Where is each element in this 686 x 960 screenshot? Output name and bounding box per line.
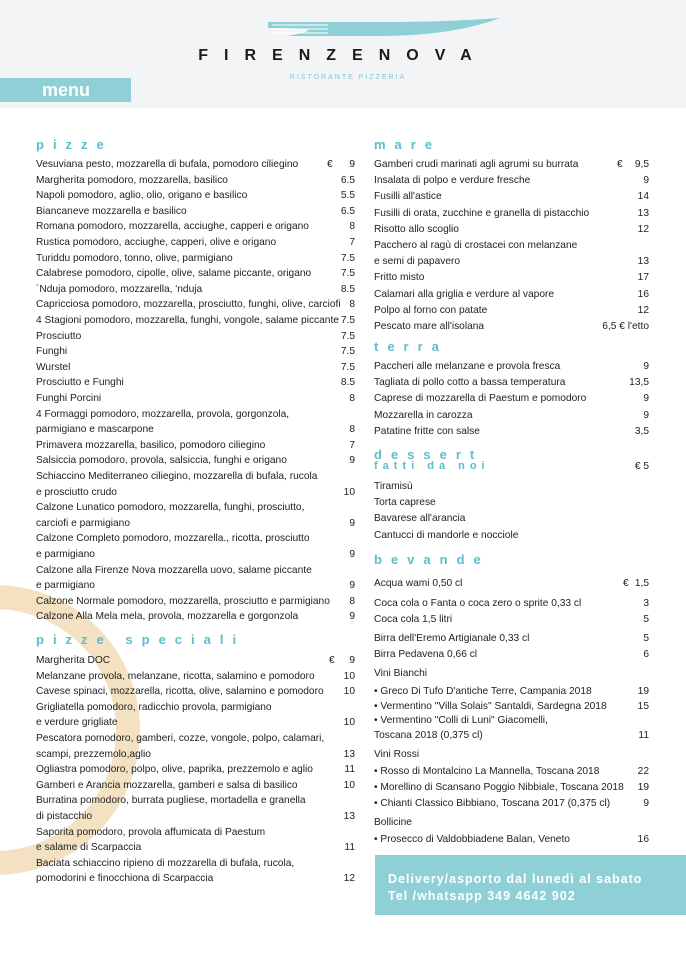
menu-item xyxy=(36,282,355,298)
menu-item-name: ´Nduja pomodoro, mozzarella, 'nduja xyxy=(36,283,203,295)
menu-item xyxy=(36,391,355,407)
menu-item-name: Patatine fritte con salse xyxy=(374,425,480,437)
menu-item xyxy=(374,359,649,375)
menu-item xyxy=(374,270,649,286)
menu-item-name: Torta caprese xyxy=(374,497,436,509)
menu-item-price: 12 xyxy=(637,304,649,316)
menu-item xyxy=(36,485,355,501)
menu-item-price: 6 xyxy=(643,649,649,660)
menu-item-price: 9 xyxy=(643,361,649,372)
menu-item-price: 9 xyxy=(349,655,355,666)
menu-item xyxy=(36,516,355,532)
menu-item-name: Baciata schiaccino ripieno di mozzarella di bufala, rucola, xyxy=(36,857,295,869)
menu-item xyxy=(36,840,355,856)
menu-item-price: 12 xyxy=(343,873,355,885)
menu-item-price: 7.5 xyxy=(340,361,355,373)
menu-item-name: Margherita DOC xyxy=(36,655,111,666)
menu-item xyxy=(36,422,355,438)
menu-item-price: 10 xyxy=(343,779,355,791)
menu-item xyxy=(36,500,355,516)
menu-item-price: 13 xyxy=(637,207,649,219)
currency-symbol: € xyxy=(617,159,623,170)
menu-item-price: 9,5 xyxy=(634,159,649,170)
menu-item-price: 6.5 xyxy=(340,205,355,217)
menu-item-name: carciofi e parmigiano xyxy=(36,517,130,529)
menu-item-name: Coca cola 1,5 litri xyxy=(374,614,453,625)
menu-item-name: Margherita pomodoro, mozzarella, basilico xyxy=(36,174,228,186)
menu-item xyxy=(374,596,649,612)
brand-subtitle: RISTORANTE PIZZERIA xyxy=(289,74,407,81)
currency-symbol: € xyxy=(327,159,333,170)
menu-item xyxy=(36,438,355,454)
menu-item xyxy=(374,391,649,407)
menu-item-name: Polpo al forno con patate xyxy=(374,304,488,316)
menu-item-name: Saporita pomodoro, provola affumicata di Paestum xyxy=(36,826,266,838)
menu-item-price: 5.5 xyxy=(340,190,355,202)
menu-item xyxy=(374,764,649,780)
menu-item-price: 8 xyxy=(349,393,355,404)
menu-item-name: scampi, prezzemolo,aglio xyxy=(36,748,151,760)
menu-item-name: • Rosso di Montalcino La Mannella, Toscana 2018 xyxy=(374,766,600,777)
menu-item xyxy=(374,647,649,663)
menu-item xyxy=(36,204,355,220)
menu-item-price: 8 xyxy=(349,221,355,233)
menu-item-price: 7 xyxy=(349,439,355,451)
menu-item-name: Fritto misto xyxy=(374,272,425,284)
bollicine-label: Bollicine xyxy=(374,817,412,828)
menu-item xyxy=(36,188,355,204)
delivery-banner xyxy=(375,855,686,915)
bevande-title: bevande xyxy=(374,552,490,567)
menu-item xyxy=(36,684,355,700)
menu-item-price: 7.5 xyxy=(340,268,355,280)
menu-item xyxy=(374,796,649,812)
menu-item-name: Tiramisù xyxy=(374,481,413,492)
menu-item xyxy=(36,762,355,778)
menu-item-price: 7.5 xyxy=(340,315,355,326)
menu-item xyxy=(36,453,355,469)
menu-item-name: Ogliastra pomodoro, polpo, olive, paprika, prezzemolo e aglio xyxy=(36,764,313,776)
menu-item-name: • Vermentino "Colli di Luni" Giacomelli, xyxy=(374,715,548,726)
menu-item-name: Birra Pedavena 0,66 cl xyxy=(374,649,478,660)
menu-item-name: Pescatora pomodoro, gamberi, cozze, vongole, polpo, calamari, xyxy=(36,733,325,744)
menu-item xyxy=(36,266,355,282)
menu-item-price: 10 xyxy=(343,717,355,729)
menu-item-name: Schiaccino Mediterraneo ciliegino, mozzarella di bufala, rucola xyxy=(36,471,318,482)
menu-item-name: • Vermentino "Villa Solais" Santaldi, Sardegna 2018 xyxy=(374,700,607,712)
menu-item-price: 9 xyxy=(643,175,649,187)
menu-item-name: Fusilli all'astice xyxy=(374,191,442,203)
menu-item-name: Prosciutto e Funghi xyxy=(36,377,124,389)
menu-item-name: Gamberi e Arancia mozzarella, gamberi e salsa di basilico xyxy=(36,779,298,791)
menu-item-name: Prosciutto xyxy=(36,330,82,342)
menu-item-price: 9 xyxy=(349,549,355,560)
menu-item-price: 9 xyxy=(643,409,649,421)
menu-item-price: 9 xyxy=(349,159,355,170)
menu-item xyxy=(374,303,649,319)
menu-item xyxy=(36,825,355,841)
menu-item-name: Mozzarella in carozza xyxy=(374,409,473,421)
menu-item-price: 9 xyxy=(349,455,355,467)
menu-item-name: Pescato mare all'isolana xyxy=(374,321,485,332)
menu-item-name: Grigliatella pomodoro, radicchio provola, parmigiano xyxy=(36,701,272,713)
menu-item xyxy=(36,313,355,329)
speciali-title: pizze speciali xyxy=(36,632,246,647)
menu-item-price: 5 xyxy=(643,614,649,625)
menu-item-name: Funghi Porcini xyxy=(36,393,102,404)
menu-item-name: Turiddu pomodoro, tonno, olive, parmigiano xyxy=(36,252,233,264)
menu-item xyxy=(374,375,649,391)
menu-item-name: pomodorini e finocchiona di Scarpaccia xyxy=(36,873,214,885)
menu-item-price: 7.5 xyxy=(340,346,355,358)
menu-item-name: parmigiano e mascarpone xyxy=(36,424,154,436)
menu-item-name: Paccheri alle melanzane e provola fresca xyxy=(374,361,561,372)
menu-item-name: Calzone alla Firenze Nova mozzarella uovo, salame piccante xyxy=(36,564,312,576)
menu-item-name: Wurstel xyxy=(36,361,71,373)
menu-item xyxy=(36,871,355,887)
menu-item-price: 16 xyxy=(637,834,649,845)
menu-item-name: Napoli pomodoro, aglio, olio, origano e basilico xyxy=(36,190,248,202)
menu-item xyxy=(36,793,355,809)
menu-item-price: 13,5 xyxy=(629,377,649,389)
menu-item xyxy=(36,731,355,747)
menu-item xyxy=(374,287,649,303)
menu-item-price: 9 xyxy=(643,393,649,405)
delivery-line: Delivery/asporto dal lunedì al sabato xyxy=(388,872,643,886)
menu-item xyxy=(36,329,355,345)
menu-item xyxy=(36,563,355,579)
menu-item xyxy=(374,528,649,544)
menu-item-price: 9 xyxy=(349,611,355,623)
menu-item xyxy=(36,360,355,376)
menu-item-price: 10 xyxy=(343,686,355,698)
menu-item-name: Melanzane provola, melanzane, ricotta, salamino e pomodoro xyxy=(36,670,315,682)
menu-item xyxy=(36,469,355,485)
menu-item xyxy=(374,728,649,744)
menu-item-price: 11 xyxy=(344,764,355,776)
menu-item-name: • Prosecco di Valdobbiadene Balan, Veneto xyxy=(374,834,570,845)
menu-item-price: 14 xyxy=(637,191,649,203)
menu-item-name: Toscana 2018 (0,375 cl) xyxy=(374,729,483,741)
menu-item-price: 17 xyxy=(637,272,649,284)
menu-item-name: Capricciosa pomodoro, mozzarella, prosciutto, funghi, olive, carciofi xyxy=(36,299,341,311)
mare-title: mare xyxy=(374,137,442,152)
menu-item-name: Vesuviana pesto, mozzarella di bufala, pomodoro ciliegino xyxy=(36,159,299,170)
menu-item-name: • Chianti Classico Bibbiano, Toscana 2017 (0,375 cl) xyxy=(374,798,611,810)
menu-item xyxy=(374,319,649,335)
menu-item xyxy=(36,375,355,391)
dessert-title: dessert xyxy=(374,447,484,462)
menu-item xyxy=(374,612,649,628)
menu-item-price: 9 xyxy=(349,517,355,529)
menu-item xyxy=(374,222,649,238)
menu-item-price: 8 xyxy=(349,299,355,311)
menu-item xyxy=(36,157,355,173)
menu-item xyxy=(36,609,355,625)
menu-item xyxy=(36,715,355,731)
menu-item-name: e semi di papavero xyxy=(374,256,461,268)
menu-item xyxy=(36,344,355,360)
vini-bianchi-label: Vini Bianchi xyxy=(374,668,428,679)
menu-item-name: Tagliata di pollo cotto a bassa temperatura xyxy=(374,377,566,389)
menu-item xyxy=(36,531,355,547)
terra-title: terra xyxy=(374,339,448,354)
brand-name: FIRENZENOVA xyxy=(198,47,488,64)
menu-item-price: 22 xyxy=(637,766,649,777)
menu-item-name: Calzone Lunatico pomodoro, mozzarella, funghi, prosciutto, xyxy=(36,502,305,514)
menu-item-name: • Morellino di Scansano Poggio Nibbiale, Toscana 2018 xyxy=(374,782,624,794)
menu-item xyxy=(36,173,355,189)
menu-item-name: Calzone Completo pomodoro, mozzarella., ricotta, prosciutto xyxy=(36,533,310,545)
menu-item-name: Romana pomodoro, mozzarella, acciughe, capperi e origano xyxy=(36,221,309,233)
currency-symbol: € xyxy=(623,578,629,589)
menu-item-price: 16 xyxy=(637,288,649,300)
menu-item-name: di pistacchio xyxy=(36,811,93,822)
menu-item-name: Birra dell'Eremo Artigianale 0,33 cl xyxy=(374,633,530,644)
menu-item-price: 7 xyxy=(349,237,355,248)
menu-item-price: 11 xyxy=(638,729,649,741)
vini-rossi-label: Vini Rossi xyxy=(374,749,420,760)
menu-item-name: Salsiccia pomodoro, provola, salsiccia, funghi e origano xyxy=(36,455,287,467)
menu-item-name: Burratina pomodoro, burrata pugliese, mortadella e granella xyxy=(36,795,306,807)
menu-item-price: 10 xyxy=(343,486,355,498)
delivery-phone: Tel /whatsapp 349 4642 902 xyxy=(388,889,576,903)
menu-item xyxy=(36,219,355,235)
menu-item-name: e prosciutto crudo xyxy=(36,486,117,498)
menu-item xyxy=(36,653,355,669)
menu-item-price: 5 xyxy=(643,633,649,644)
menu-item xyxy=(36,856,355,872)
menu-item xyxy=(36,578,355,594)
menu-item-name: Insalata di polpo e verdure fresche xyxy=(374,175,531,187)
menu-item xyxy=(374,495,649,511)
menu-item-price: 8 xyxy=(349,424,355,436)
menu-item-name: Cavese spinaci, mozzarella, ricotta, olive, salamino e pomodoro xyxy=(36,686,324,698)
menu-item-name: Calabrese pomodoro, cipolle, olive, salame piccante, origano xyxy=(36,268,312,280)
menu-item xyxy=(36,700,355,716)
menu-item-name: e parmigiano xyxy=(36,549,95,560)
menu-item xyxy=(36,747,355,763)
menu-item-price: 13 xyxy=(637,256,649,268)
menu-item-name: e salame di Scarpaccia xyxy=(36,842,142,854)
menu-item xyxy=(36,297,355,313)
menu-item-price: 7.5 xyxy=(340,330,355,342)
menu-item-name: 4 Formaggi pomodoro, mozzarella, provola, gorgonzola, xyxy=(36,408,290,420)
menu-item xyxy=(36,778,355,794)
menu-item-name: Caprese di mozzarella di Paestum e pomodoro xyxy=(374,393,587,405)
menu-item-price: 1,5 xyxy=(634,578,649,589)
menu-item xyxy=(36,251,355,267)
menu-item-price: 9 xyxy=(643,798,649,810)
menu-item-price: 6,5 € l'etto xyxy=(602,321,649,332)
menu-item-name: Primavera mozzarella, basilico, pomodoro ciliegino xyxy=(36,439,266,451)
menu-item xyxy=(374,173,649,189)
menu-item-name: 4 Stagioni pomodoro, mozzarella, funghi, vongole, salame piccante xyxy=(36,315,339,326)
menu-item xyxy=(374,424,649,440)
dessert-price: € 5 xyxy=(634,461,649,472)
menu-item-name: • Greco Di Tufo D'antiche Terre, Campania 2018 xyxy=(374,686,592,697)
menu-item xyxy=(374,238,649,254)
menu-item xyxy=(374,254,649,270)
menu-item-price: 15 xyxy=(637,700,649,712)
menu-item xyxy=(374,408,649,424)
menu-item-name: Rustica pomodoro, acciughe, capperi, olive e origano xyxy=(36,237,277,248)
menu-item-price: 8.5 xyxy=(340,283,355,295)
menu-item-name: Risotto allo scoglio xyxy=(374,223,459,235)
menu-item-price: 13 xyxy=(343,811,355,822)
menu-item-price: 10 xyxy=(343,670,355,682)
menu-item xyxy=(36,235,355,251)
menu-item xyxy=(374,479,649,495)
menu-item xyxy=(374,157,649,173)
menu-item-price: 3,5 xyxy=(634,425,649,437)
menu-item xyxy=(374,576,649,592)
menu-item-price: 13 xyxy=(343,748,355,760)
menu-item xyxy=(36,547,355,563)
menu-item-price: 7.5 xyxy=(340,252,355,264)
menu-tab: menu xyxy=(0,78,131,102)
menu-item-name: e verdure grigliate xyxy=(36,717,118,729)
menu-item-price: 19 xyxy=(637,782,649,794)
menu-item-name: Cantucci di mandorle e nocciole xyxy=(374,529,519,541)
menu-item xyxy=(36,407,355,423)
menu-item-name: Biancaneve mozzarella e basilico xyxy=(36,205,187,217)
currency-symbol: € xyxy=(329,655,335,666)
menu-item xyxy=(374,206,649,222)
menu-item-price: 3 xyxy=(643,598,649,609)
menu-item-price: 8 xyxy=(349,595,355,607)
pizze-title: pizze xyxy=(36,137,113,152)
menu-item-name: Gamberi crudi marinati agli agrumi su burrata xyxy=(374,159,579,170)
menu-item-price: 8.5 xyxy=(340,377,355,389)
menu-item xyxy=(36,669,355,685)
menu-item-name: e parmigiano xyxy=(36,580,95,592)
wave-logo-icon xyxy=(268,18,500,40)
menu-item xyxy=(374,189,649,205)
menu-item xyxy=(36,594,355,610)
menu-item xyxy=(374,780,649,796)
dessert-subtitle: fatti da noi xyxy=(374,460,490,472)
menu-item-price: 12 xyxy=(637,223,649,235)
menu-item-name: Calamari alla griglia e verdure al vapore xyxy=(374,288,555,300)
menu-item-name: Pacchero al ragù di crostacei con melanzane xyxy=(374,240,578,251)
menu-item-name: Bavarese all'arancia xyxy=(374,513,466,525)
menu-item xyxy=(374,511,649,527)
menu-item-price: 9 xyxy=(349,580,355,592)
menu-item-name: Acqua wami 0,50 cl xyxy=(374,578,463,589)
menu-item-price: 11 xyxy=(344,842,355,854)
menu-item-price: 6.5 xyxy=(340,174,355,186)
menu-item-name: Calzone Alla Mela mela, provola, mozzarella e gorgonzola xyxy=(36,611,299,623)
menu-item-name: Fusilli di orata, zucchine e granella di pistacchio xyxy=(374,207,590,219)
menu-item-name: Coca cola o Fanta o coca zero o sprite 0,33 cl xyxy=(374,598,582,609)
menu-item-price: 19 xyxy=(637,686,649,697)
menu-item xyxy=(36,809,355,825)
menu-item xyxy=(374,832,649,848)
menu-item-name: Funghi xyxy=(36,346,68,358)
menu-item-name: Calzone Normale pomodoro, mozzarella, prosciutto e parmigiano xyxy=(36,595,330,607)
menu-item xyxy=(374,631,649,647)
